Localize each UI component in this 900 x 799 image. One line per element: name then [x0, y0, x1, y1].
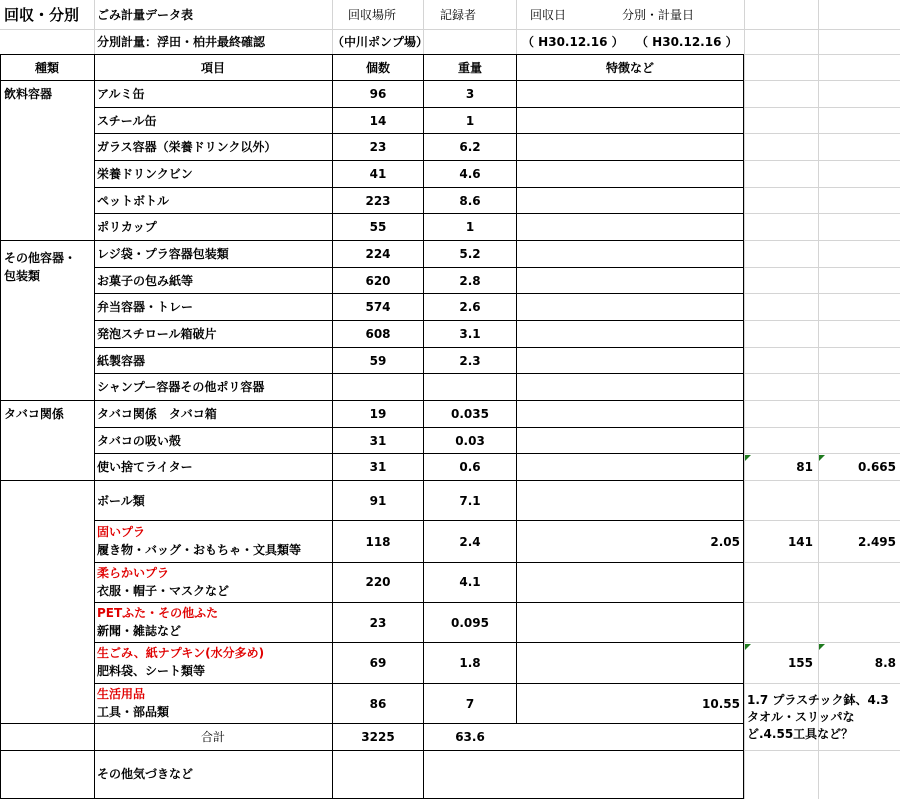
category-drink-containers: 飲料容器 [4, 87, 53, 101]
site-value: （中川ポンプ場） [332, 35, 429, 49]
item-label: タバコの吸い殻 [97, 434, 181, 448]
item-label: レジ袋・プラ容器包装類 [97, 247, 229, 261]
col-header-features: 特徴など [605, 61, 655, 75]
item-weight: 0.095 [451, 616, 489, 630]
item-weight: 2.6 [459, 300, 481, 314]
item-label: 使い捨てライター [97, 460, 193, 474]
item-count: 224 [365, 247, 391, 261]
comment-marker-icon [819, 455, 825, 461]
total-label: 合計 [200, 730, 226, 744]
item-weight: 0.03 [455, 434, 485, 448]
item-weight: 5.2 [459, 247, 481, 261]
item-weight: 1.8 [459, 656, 481, 670]
item-count: 31 [369, 434, 387, 448]
item-label-red: 生ごみ、紙ナプキン(水分多め) [97, 646, 265, 660]
item-label: ボール類 [97, 494, 145, 508]
item-count: 14 [369, 114, 387, 128]
item-count: 19 [369, 407, 387, 421]
item-label: ガラス容器（栄養ドリンク以外） [97, 140, 277, 154]
item-label: 発泡スチロール箱破片 [97, 327, 217, 341]
item-weight: 0.035 [451, 407, 489, 421]
item-count: 574 [365, 300, 391, 314]
collect-date: （ H30.12.16 ） [522, 35, 624, 49]
item-label: ポリカップ [97, 220, 157, 234]
extra-count: 155 [787, 656, 813, 670]
item-label-red: 柔らかいプラ [97, 566, 170, 580]
item-label-red: PETふた・その他ふた [97, 606, 219, 620]
item-label: お菓子の包み紙等 [97, 274, 194, 288]
item-label: アルミ缶 [97, 87, 145, 101]
item-count: 96 [369, 87, 387, 101]
category-other-containers-2: 包装類 [4, 269, 41, 283]
item-count: 86 [369, 697, 387, 711]
col-header-item: 項目 [200, 61, 226, 75]
item-label: ペットボトル [97, 194, 170, 208]
item-count: 23 [369, 140, 387, 154]
item-sublabel: 衣服・帽子・マスクなど [97, 584, 230, 598]
extra-weight-before: 2.05 [710, 535, 740, 549]
item-weight: 3 [465, 87, 475, 101]
extra-weight: 2.495 [858, 535, 896, 549]
item-label: シャンプー容器その他ポリ容器 [97, 380, 265, 394]
item-label-red: 生活用品 [97, 687, 146, 701]
extra-weight: 0.665 [858, 460, 896, 474]
item-weight: 6.2 [459, 140, 481, 154]
site-label: 回収場所 [348, 8, 397, 22]
item-weight: 2.3 [459, 354, 481, 368]
category-other-containers: その他容器・ [4, 251, 77, 265]
category-tobacco: タバコ関係 [4, 407, 64, 421]
item-weight: 1 [465, 114, 475, 128]
overflow-note: 1.7 プラスチック鉢、4.3 タオル・スリッパなど.4.55工具など？ [747, 693, 889, 741]
item-weight: 0.6 [459, 460, 481, 474]
item-sublabel: 履き物・バッグ・おもちゃ・文具類等 [97, 543, 302, 557]
item-weight: 2.4 [459, 535, 481, 549]
comment-marker-icon [745, 455, 751, 461]
sort-note: 分別計量：浮田・柏井最終確認 [97, 35, 266, 49]
item-count: 220 [365, 575, 391, 589]
item-label: タバコ関係 タバコ箱 [97, 407, 217, 421]
item-weight: 4.1 [459, 575, 481, 589]
item-count: 118 [365, 535, 391, 549]
item-label: 弁当容器・トレー [97, 300, 194, 314]
item-weight: 8.6 [459, 194, 481, 208]
item-weight: 2.8 [459, 274, 481, 288]
item-label-red: 固いプラ [97, 525, 146, 539]
item-count: 41 [369, 167, 387, 181]
total-weight: 63.6 [455, 730, 485, 744]
col-header-count: 個数 [365, 61, 391, 75]
col-header-weight: 重量 [457, 61, 483, 75]
item-weight: 1 [465, 220, 475, 234]
extra-count: 141 [787, 535, 813, 549]
item-label: スチール缶 [97, 114, 157, 128]
sort-date-label: 分別・計量日 [622, 8, 695, 22]
item-weight: 4.6 [459, 167, 481, 181]
extra-weight-before: 10.55 [702, 697, 740, 711]
item-count: 55 [369, 220, 387, 234]
sheet-name: ごみ計量データ表 [97, 8, 194, 22]
total-count: 3225 [361, 730, 395, 744]
sheet-title: 回収・分別 [4, 6, 80, 24]
item-count: 620 [365, 274, 391, 288]
comment-marker-icon [745, 644, 751, 650]
item-count: 59 [369, 354, 387, 368]
item-sublabel: 肥料袋、シート類等 [97, 664, 206, 678]
item-count: 31 [369, 460, 387, 474]
item-sublabel: 工具・部品類 [97, 705, 170, 719]
item-sublabel: 新聞・雑誌など [97, 624, 182, 638]
item-weight: 3.1 [459, 327, 481, 341]
extra-count: 81 [796, 460, 813, 474]
item-count: 91 [369, 494, 387, 508]
sort-date: （ H30.12.16 ） [636, 35, 738, 49]
extra-weight: 8.8 [874, 656, 896, 670]
col-header-category: 種類 [34, 61, 60, 75]
recorder-label: 記録者 [440, 8, 477, 22]
comment-marker-icon [819, 644, 825, 650]
item-count: 23 [369, 616, 387, 630]
item-weight: 7.1 [459, 494, 481, 508]
item-count: 69 [369, 656, 387, 670]
item-count: 608 [365, 327, 391, 341]
item-count: 223 [365, 194, 391, 208]
notes-label: その他気づきなど [97, 767, 194, 781]
item-weight: 7 [465, 697, 475, 711]
item-label: 栄養ドリンクビン [97, 167, 193, 181]
date-label: 回収日 [530, 8, 567, 22]
item-label: 紙製容器 [97, 354, 146, 368]
